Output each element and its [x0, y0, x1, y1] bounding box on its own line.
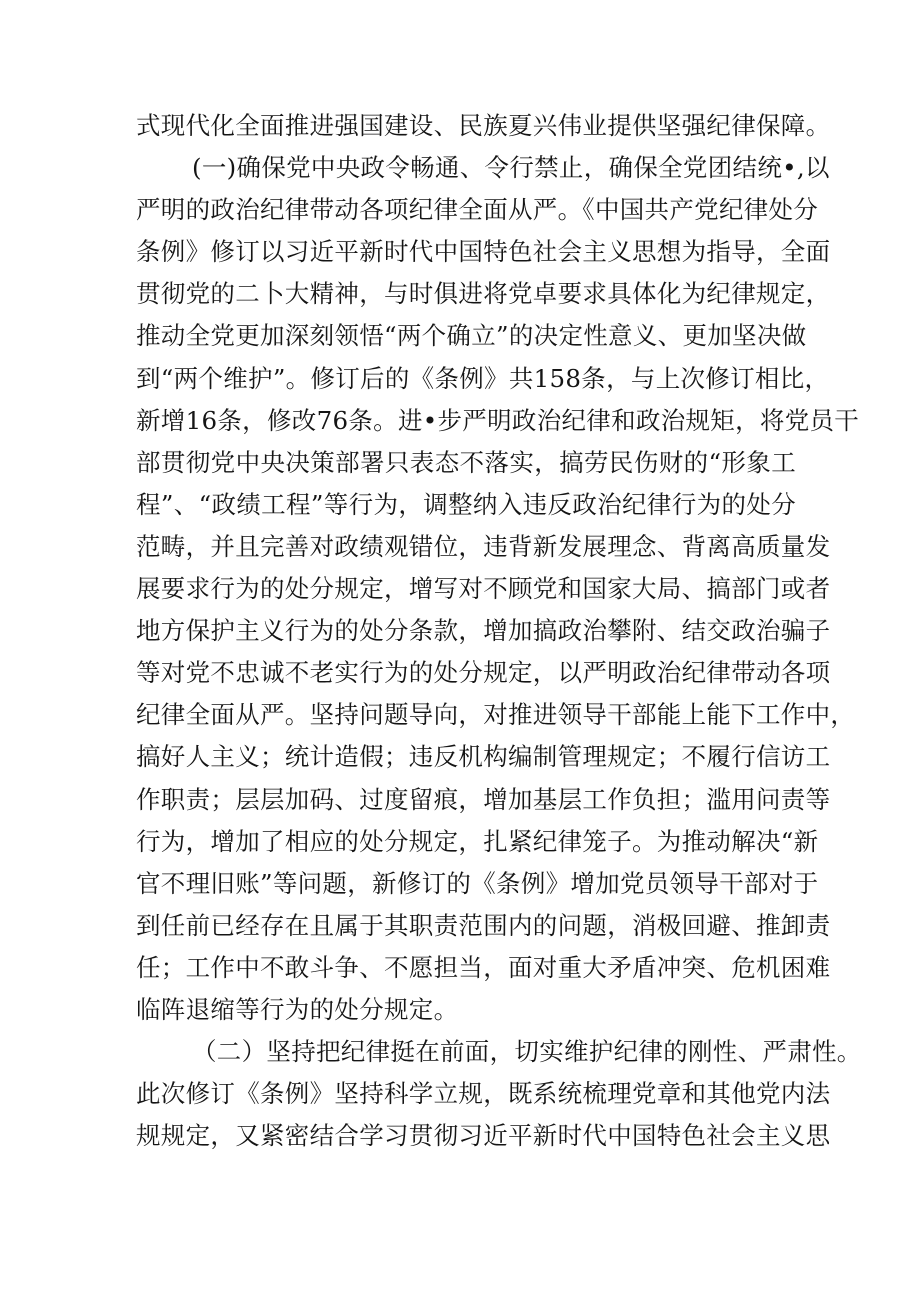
text-line: 推动全党更加深刻领悟“两个确立”的决定性意义、更加坚决做: [136, 321, 807, 351]
text-line: 此次修订《条例》坚持科学立规，既系统梳理党章和其他党内法: [136, 1079, 831, 1109]
text-line: 地方保护主义行为的处分条款，增加搞政治攀附、结交政治骗子: [136, 616, 831, 646]
text-line: 临阵退缩等行为的处分规定。: [136, 994, 459, 1024]
section-one-heading-line: (一)确保党中央政令畅通、令行禁止，确保全党团结统•,以: [192, 153, 830, 183]
text-line: 作职责；层层加码、过度留痕，增加基层工作负担；滥用问责等: [136, 784, 831, 814]
text-line: 官不理旧账”等问题，新修订的《条例》增加党员领导干部对于: [136, 868, 819, 898]
paragraph-continuation: [136, 105, 831, 147]
text-line: 规规定，又紧密结合学习贯彻习近平新时代中国特色社会主义思: [136, 1121, 831, 1151]
text-line: 严明的政治纪律带动各项纪律全面从严。《中国共产党纪律处分: [136, 195, 819, 225]
text-line: 程”、“政绩工程”等行为，调整纳入违反政治纪律行为的处分: [136, 489, 796, 519]
text-line: 纪律全面从严。坚持问题导向，对推进领导干部能上能下工作中，: [136, 700, 856, 730]
text-line: 贯彻党的二卜大精神，与时俱进将党卓要求具体化为纪律规定，: [136, 279, 831, 309]
text-line: 到“两个维护”。修订后的《条例》共158条，与上次修订相比，: [136, 363, 830, 393]
paragraph-section-one: [136, 147, 860, 1031]
paragraph-section-two: [136, 1031, 862, 1157]
text-line: 等对党不忠诚不老实行为的处分规定，以严明政治纪律带动各项: [136, 658, 831, 688]
text-line: 行为，增加了相应的处分规定，扎紧纪律笼子。为推动解决“新: [136, 826, 819, 856]
document-body: [136, 105, 862, 1157]
section-two-heading-line: （二）坚持把纪律挺在前面，切实维护纪律的刚性、严肃性。: [192, 1037, 862, 1067]
text-line: 条例》修订以习近平新时代中国特色社会主义思想为指导，全面: [136, 237, 831, 267]
text-line: 式现代化全面推进强国建设、民族夏兴伟业提供坚强纪律保障。: [136, 111, 831, 140]
text-line: 搞好人主义；统计造假；违反机构编制管理规定；不履行信访工: [136, 742, 831, 772]
text-line: 任；工作中不敢斗争、不愿担当，面对重大矛盾冲突、危机困难: [136, 952, 831, 982]
text-line: 范畴，并且完善对政绩观错位，违背新发展理念、背离高质量发: [136, 531, 831, 561]
text-line: 展要求行为的处分规定，增写对不顾党和国家大局、搞部门或者: [136, 574, 831, 604]
text-line: 到任前已经存在且属于其职责范围内的问题，消极回避、推卸责: [136, 910, 831, 940]
text-line: 新增16条，修改76条。进•步严明政治纪律和政治规矩，将党员干: [136, 405, 860, 435]
text-line: 部贯彻党中央决策部署只表态不落实，搞劳民伤财的“形象工: [136, 447, 796, 477]
